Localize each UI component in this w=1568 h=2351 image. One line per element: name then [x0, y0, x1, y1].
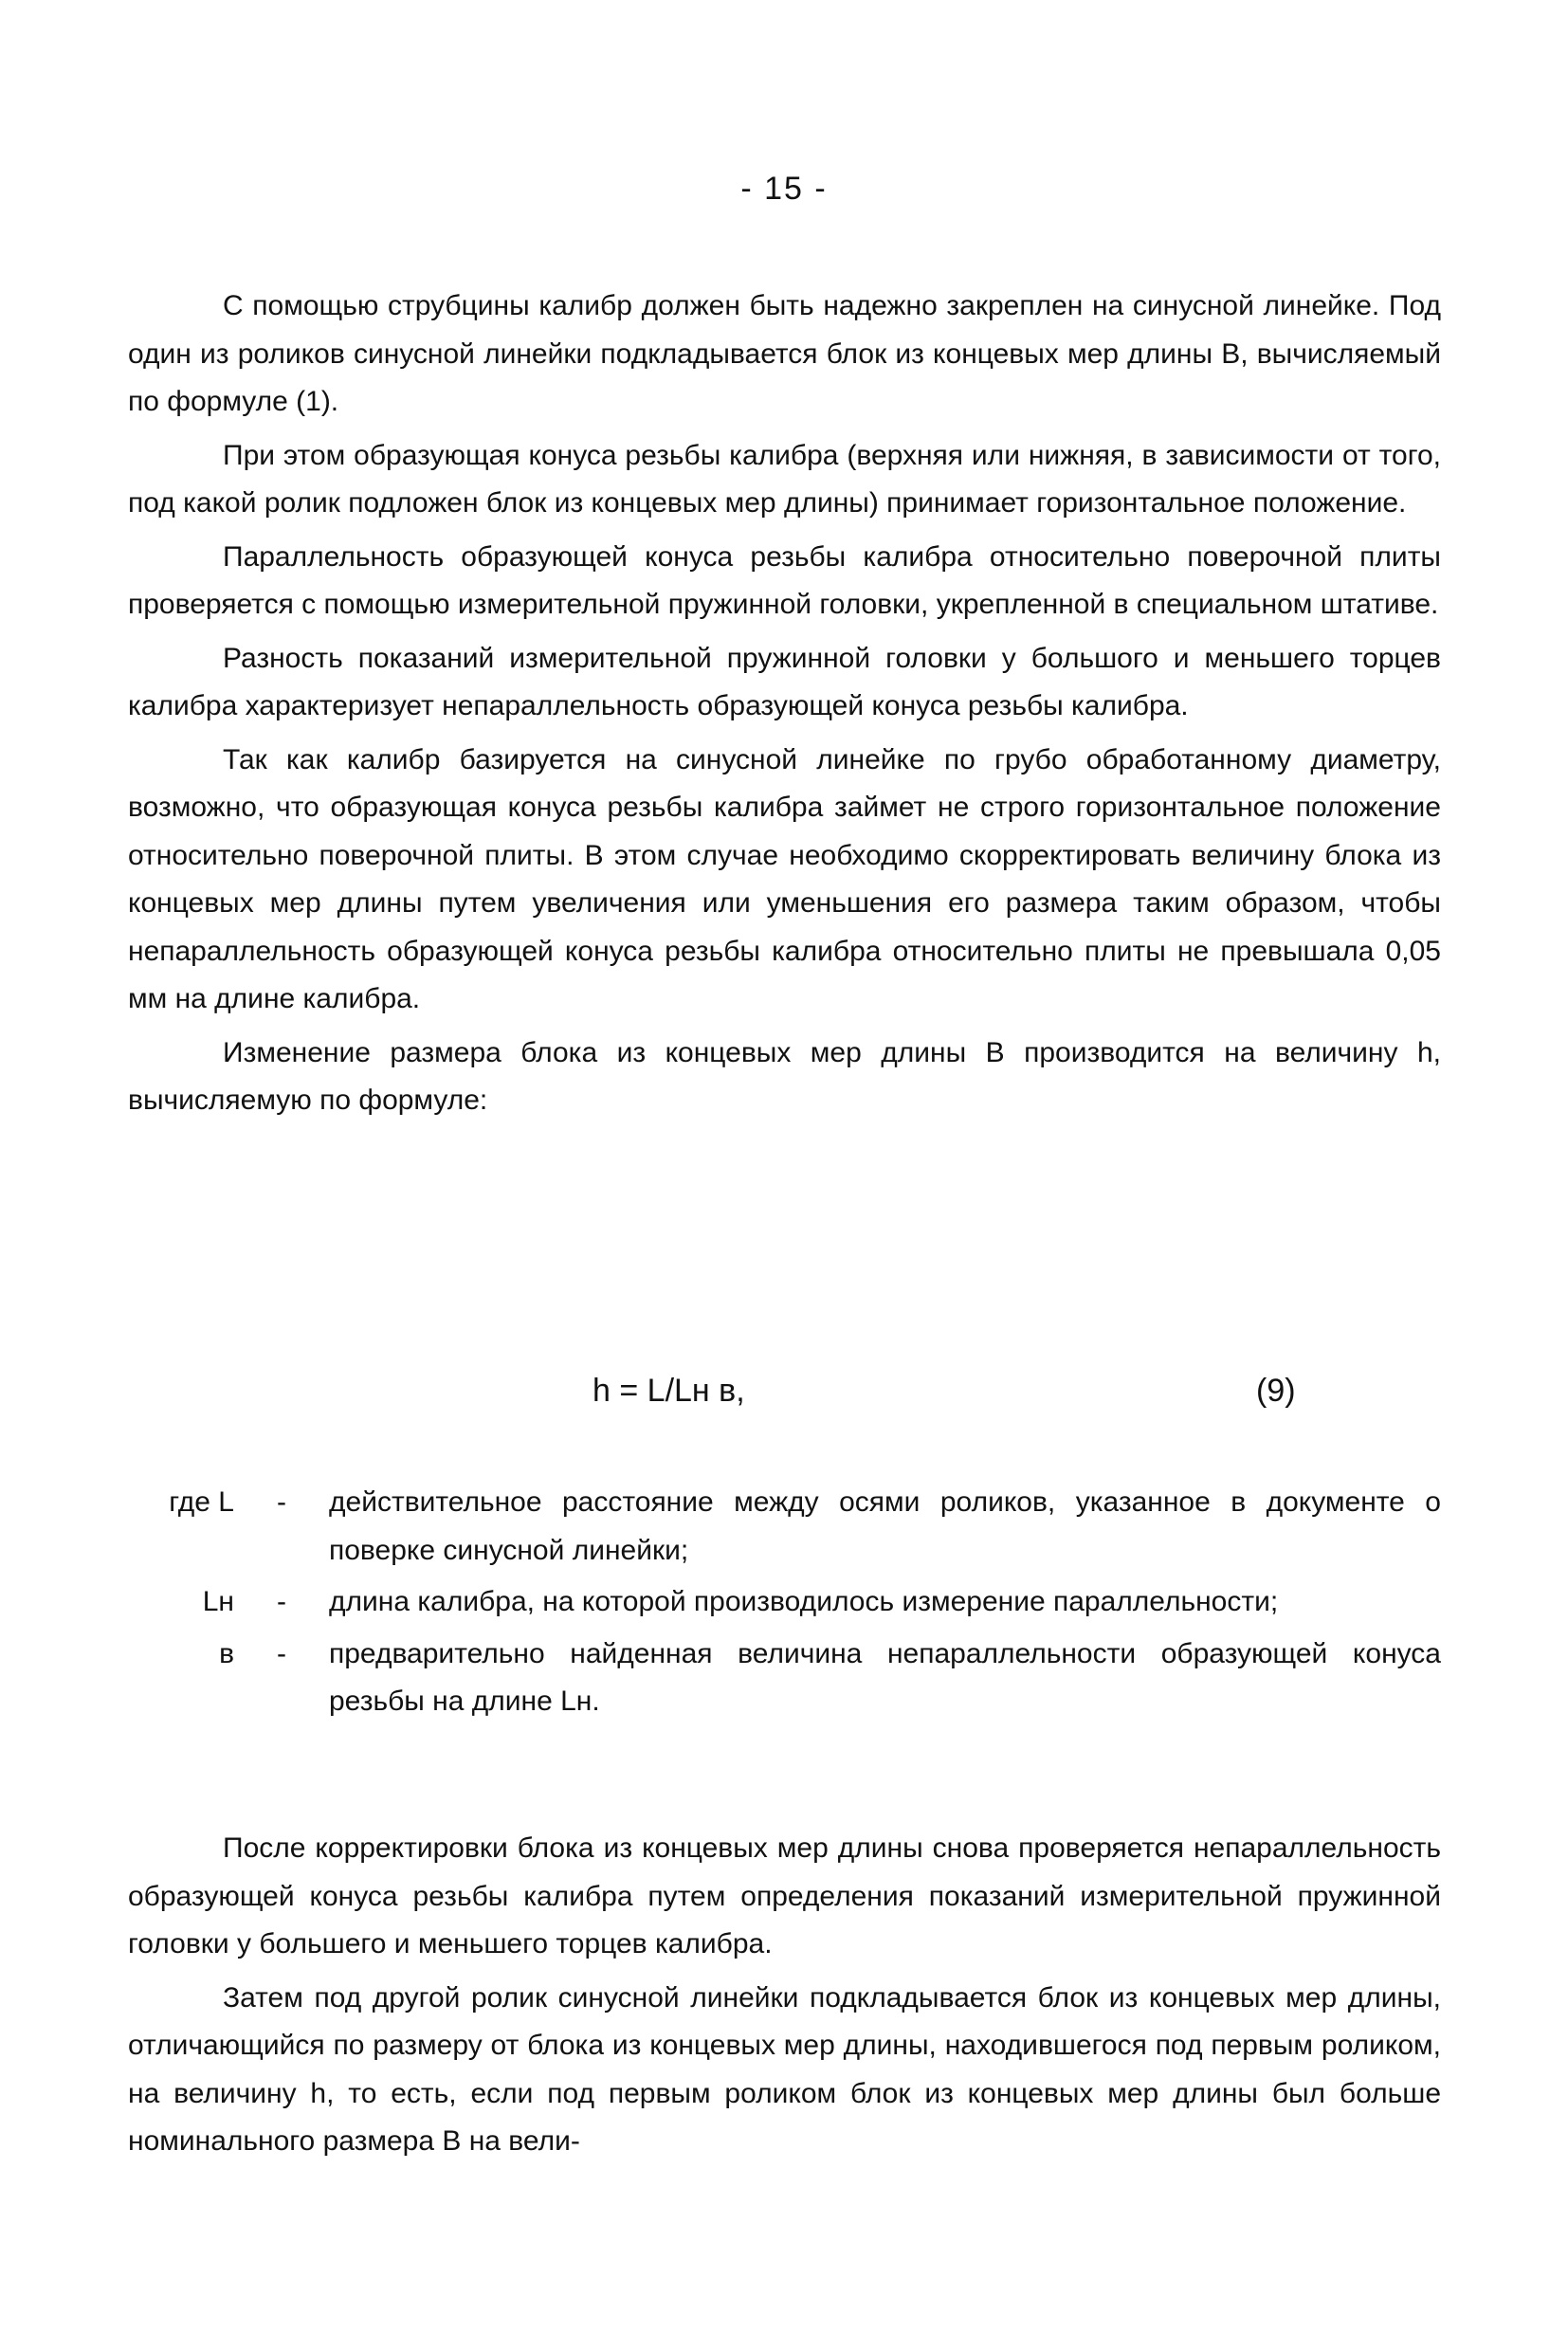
body-text-bottom	[128, 1825, 1441, 2172]
paragraph: С помощью струбцины калибр должен быть надежно закреплен на синусной линейке. Под один из роликов синусной линейки подкладывается блок из концевых мер длины В, вычисляемый по формуле (1).	[128, 290, 1441, 417]
paragraph: После корректировки блока из концевых мер длины снова проверяется непараллельность образующей конуса резьбы калибра путем определения показаний измерительной пружинной головки у большего и меньшего торцев калибра.	[128, 1832, 1441, 1959]
definition-item	[128, 1631, 1441, 1726]
body-text-top	[128, 282, 1441, 1131]
page-number: - 15 -	[740, 171, 828, 207]
definitions-list	[128, 1479, 1441, 1730]
definition-item	[128, 1578, 1441, 1627]
definition-dash: -	[277, 1486, 286, 1518]
paragraph: Параллельность образующей конуса резьбы калибра относительно поверочной плиты проверяется с помощью измерительной пружинной головки, укрепленной в специальном штативе.	[128, 540, 1441, 620]
formula-number: (9)	[1256, 1373, 1296, 1409]
definition-dash: -	[277, 1637, 286, 1669]
definition-text: длина калибра, на которой производилось измерение параллельности;	[329, 1586, 1279, 1617]
definition-dash: -	[277, 1586, 286, 1617]
paragraph: При этом образующая конуса резьбы калибра (верхняя или нижняя, в зависимости от того, под какой ролик подложен блок из концевых мер длины) принимает горизонтальное положение.	[128, 439, 1441, 519]
definition-term: где L	[169, 1486, 234, 1518]
formula-row	[128, 1373, 1441, 1430]
definition-item	[128, 1479, 1441, 1575]
definition-term: в	[219, 1637, 234, 1669]
paragraph: Так как калибр базируется на синусной линейке по грубо обработанному диаметру, возможно, что образующая конуса резьбы калибра займет не строго горизонтальное положение относительно поверочной плиты. В этом случае необходимо скорректировать величину блока из концевых мер длины путем увеличения или уменьшения его размера таким образом, чтобы непараллельность образующей конуса резьбы калибра относительно плиты не превышала 0,05 мм на длине калибра.	[128, 743, 1441, 1014]
formula: h = L/Lн в,	[593, 1373, 745, 1409]
paragraph: Изменение размера блока из концевых мер длины В производится на величину h, вычисляемую по формуле:	[128, 1036, 1441, 1116]
definition-text: действительное расстояние между осями роликов, указанное в документе о поверке синусной линейки;	[329, 1486, 1441, 1566]
paragraph: Затем под другой ролик синусной линейки подкладывается блок из концевых мер длины, отличающийся по размеру от блока из концевых мер длины, находившегося под первым роликом, на величину h, то есть, если под первым роликом блок из концевых мер длины был больше номинального размера В на вели-	[128, 1981, 1441, 2157]
definition-text: предварительно найденная величина непараллельности образующей конуса резьбы на длине Lн.	[329, 1637, 1441, 1717]
paragraph: Разность показаний измерительной пружинной головки у большого и меньшего торцев калибра характеризует непараллельность образующей конуса резьбы калибра.	[128, 642, 1441, 721]
definition-term: Lн	[202, 1586, 234, 1617]
